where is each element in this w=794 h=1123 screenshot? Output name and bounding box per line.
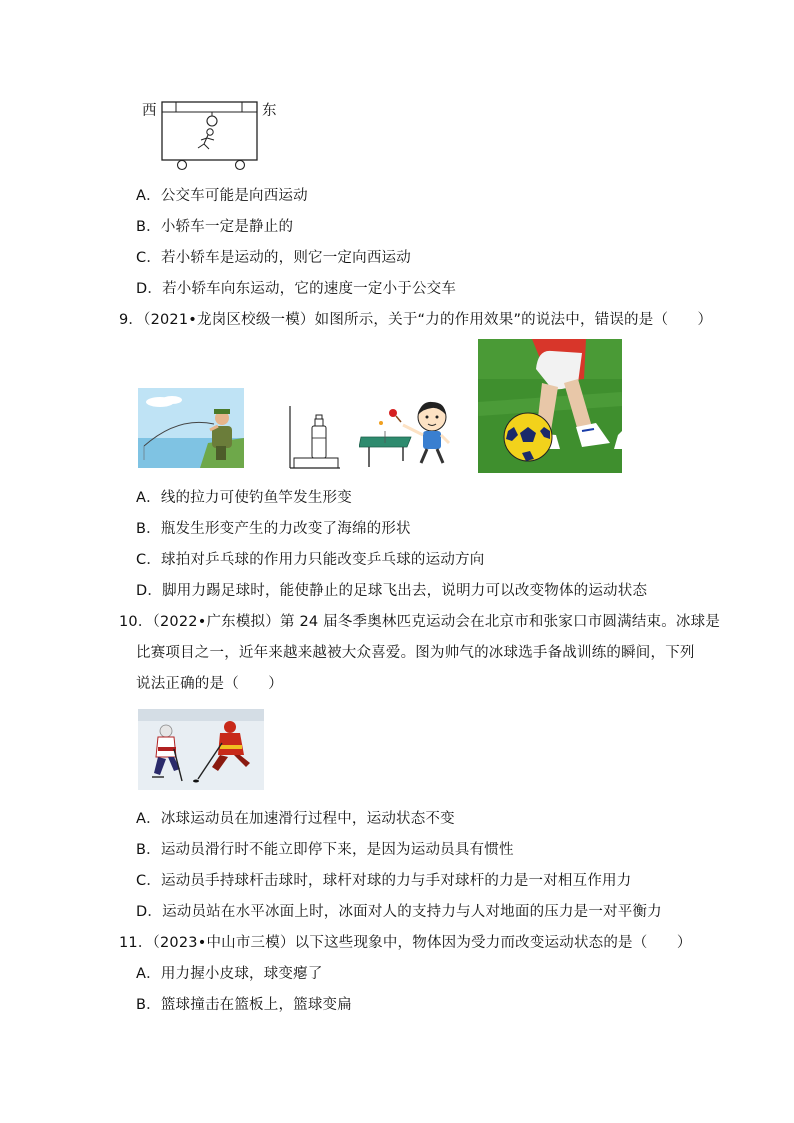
q9-option-a: A．线的拉力可使钓鱼竿发生形变 (136, 490, 352, 506)
q10-stem-line-2: 比赛项目之一，近年来越来越被大众喜爱。图为帅气的冰球选手备战训练的瞬间，下列 (136, 645, 695, 661)
q9-option-b: B．瓶发生形变产生的力改变了海绵的形状 (136, 521, 411, 537)
fishing-image (138, 388, 244, 468)
q10-option-d: D．运动员站在水平冰面上时，冰面对人的支持力与人对地面的压力是一对平衡力 (136, 904, 662, 920)
bottle-sponge-image (286, 404, 342, 472)
q11-option-b: B．篮球撞击在篮板上，篮球变扁 (136, 997, 352, 1013)
q8-option-d: D．若小轿车向东运动，它的速度一定小于公交车 (136, 281, 457, 297)
q8-option-a: A．公交车可能是向西运动 (136, 188, 308, 204)
soccer-image (478, 339, 622, 473)
q11-stem: 11．（2023•中山市三模）以下这些现象中，物体因为受力而改变运动状态的是（ ） (119, 935, 692, 951)
q10-stem-line-1: 10．（2022•广东模拟）第 24 届冬季奥林匹克运动会在北京市和张家口市圆满结束。冰球是 (119, 614, 721, 630)
ice-hockey-image (138, 709, 264, 790)
q9-option-d: D．脚用力踢足球时，能使静止的足球飞出去，说明力可以改变物体的运动状态 (136, 583, 648, 599)
q10-option-c: C．运动员手持球杆击球时，球杆对球的力与手对球杆的力是一对相互作用力 (136, 873, 632, 889)
q8-option-c: C．若小轿车是运动的，则它一定向西运动 (136, 250, 411, 266)
q10-option-b: B．运动员滑行时不能立即停下来，是因为运动员具有惯性 (136, 842, 514, 858)
q9-option-c: C．球拍对乒乓球的作用力只能改变乒乓球的运动方向 (136, 552, 485, 568)
east-label: 东 (262, 103, 277, 119)
q9-stem: 9．（2021•龙岗区校级一模）如图所示，关于“力的作用效果”的说法中，错误的是（ ） (119, 312, 713, 328)
q8-option-b: B．小轿车一定是静止的 (136, 219, 294, 235)
q10-stem-line-3: 说法正确的是（ ） (136, 676, 283, 692)
west-label: 西 (142, 103, 157, 119)
q11-option-a: A．用力握小皮球，球变瘪了 (136, 966, 323, 982)
q10-option-a: A．冰球运动员在加速滑行过程中，运动状态不变 (136, 811, 455, 827)
ping-pong-image (359, 397, 453, 469)
